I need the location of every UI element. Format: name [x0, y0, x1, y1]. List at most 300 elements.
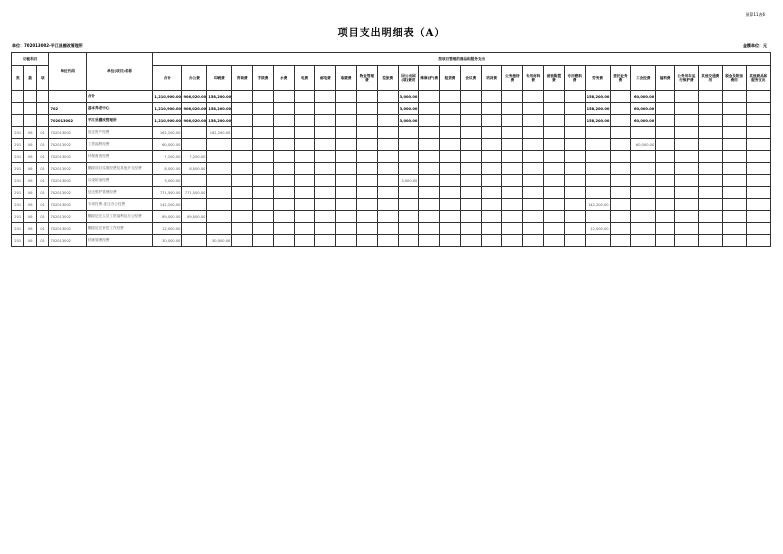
cell-value — [273, 127, 294, 139]
unit-label: 单位：702013002-平江县棚改管理所 — [12, 43, 83, 48]
cell-value — [481, 127, 502, 139]
cell-value: 906,020.00 — [182, 91, 207, 103]
cell-value — [610, 163, 631, 175]
cell-value — [207, 187, 232, 199]
cell-value — [502, 175, 523, 187]
header-col-10: 差旅费 — [377, 66, 398, 91]
cell-value — [336, 187, 357, 199]
cell-value — [207, 139, 232, 151]
cell-value — [564, 139, 585, 151]
cell-value — [481, 223, 502, 235]
cell-value — [294, 175, 315, 187]
cell-xiang: 01 — [36, 175, 49, 187]
cell-value — [631, 223, 656, 235]
cell-value — [631, 235, 656, 247]
cell-value — [273, 115, 294, 127]
cell-value — [544, 103, 565, 115]
header-col-13: 租赁费 — [440, 66, 461, 91]
cell-unit-name: 棚改项目实施经费及其他开支经费 — [86, 163, 153, 175]
cell-value — [419, 235, 440, 247]
cell-value — [182, 175, 207, 187]
header-group: 按项目管理的商品和服务支出 — [153, 53, 771, 66]
cell-value: 3,000.00 — [153, 175, 182, 187]
cell-value — [502, 91, 523, 103]
cell-value — [207, 211, 232, 223]
cell-value — [674, 223, 698, 235]
table-row — [12, 139, 771, 151]
cell-value — [746, 163, 770, 175]
cell-kuan: 06 — [24, 223, 36, 235]
cell-value — [398, 199, 419, 211]
cell-value — [746, 211, 770, 223]
cell-unit-name: 环保督查经费 — [86, 151, 153, 163]
cell-xiang — [36, 115, 49, 127]
cell-unit-code: 702013002 — [49, 163, 86, 175]
header-col-27: 其他商品和服务支出 — [746, 66, 770, 91]
cell-unit-name: 棚改征迁补偿工作经费 — [86, 223, 153, 235]
cell-value — [460, 163, 481, 175]
cell-unit-name: 合计 — [86, 91, 153, 103]
cell-value — [631, 175, 656, 187]
cell-value: 60,000.00 — [631, 139, 656, 151]
cell-value — [746, 91, 770, 103]
cell-value — [398, 151, 419, 163]
cell-value — [698, 127, 722, 139]
cell-value — [564, 103, 585, 115]
cell-value — [419, 187, 440, 199]
cell-value: 162,200.00 — [153, 127, 182, 139]
cell-value — [315, 223, 336, 235]
cell-value — [698, 151, 722, 163]
header-col-19: 专用燃料费 — [564, 66, 585, 91]
cell-value — [523, 163, 544, 175]
cell-value — [357, 103, 378, 115]
cell-value — [377, 211, 398, 223]
header-col-26: 税金及附加费用 — [722, 66, 746, 91]
cell-value — [585, 187, 610, 199]
cell-value — [523, 115, 544, 127]
cell-value — [698, 211, 722, 223]
cell-value — [357, 187, 378, 199]
cell-value — [746, 187, 770, 199]
cell-value — [656, 103, 675, 115]
cell-value — [315, 151, 336, 163]
cell-value — [253, 187, 274, 199]
cell-value — [544, 115, 565, 127]
cell-value — [377, 151, 398, 163]
table-row — [12, 127, 771, 139]
cell-value — [631, 163, 656, 175]
cell-unit-name: 征迁维护管理经费 — [86, 187, 153, 199]
cell-value — [377, 187, 398, 199]
cell-value — [336, 103, 357, 115]
cell-value — [419, 103, 440, 115]
cell-value — [722, 211, 746, 223]
table-row — [12, 151, 771, 163]
cell-value — [656, 211, 675, 223]
cell-value — [674, 163, 698, 175]
header-col-8: 取暖费 — [336, 66, 357, 91]
cell-value — [722, 223, 746, 235]
cell-value — [315, 103, 336, 115]
cell-value — [481, 175, 502, 187]
header-col-5: 水费 — [273, 66, 294, 91]
cell-value — [674, 187, 698, 199]
cell-value — [544, 235, 565, 247]
cell-value — [294, 103, 315, 115]
cell-value — [357, 139, 378, 151]
cell-value — [564, 187, 585, 199]
cell-value: 89,000.00 — [182, 211, 207, 223]
cell-value — [273, 199, 294, 211]
cell-kuan — [24, 91, 36, 103]
cell-xiang: 01 — [36, 163, 49, 175]
cell-value: 3,000.00 — [398, 175, 419, 187]
cell-value — [336, 127, 357, 139]
header-unit-name: 单位(项目)名称 — [86, 53, 153, 91]
cell-kuan: 06 — [24, 175, 36, 187]
cell-unit-name: 平江县棚改管理所 — [86, 115, 153, 127]
cell-value — [523, 139, 544, 151]
cell-value — [182, 199, 207, 211]
cell-value — [460, 211, 481, 223]
cell-value: 1,210,900.00 — [153, 103, 182, 115]
cell-value — [377, 139, 398, 151]
cell-value — [544, 187, 565, 199]
cell-value — [398, 127, 419, 139]
cell-value — [698, 235, 722, 247]
cell-value — [377, 223, 398, 235]
cell-value — [377, 115, 398, 127]
cell-value: 162,200.00 — [207, 127, 232, 139]
cell-value: 158,200.00 — [207, 91, 232, 103]
cell-value — [357, 235, 378, 247]
cell-value — [460, 223, 481, 235]
cell-value — [585, 163, 610, 175]
cell-value — [207, 199, 232, 211]
cell-value — [656, 187, 675, 199]
cell-value — [182, 127, 207, 139]
cell-unit-code: 702013002 — [49, 199, 86, 211]
cell-unit-name: 基本养老中心 — [86, 103, 153, 115]
cell-value: 60,000.00 — [631, 115, 656, 127]
table-row — [12, 211, 771, 223]
cell-value — [440, 235, 461, 247]
cell-lei — [12, 91, 24, 103]
cell-value — [656, 91, 675, 103]
cell-value: 7,200.00 — [182, 151, 207, 163]
cell-value — [232, 235, 253, 247]
cell-value — [440, 163, 461, 175]
cell-value — [294, 211, 315, 223]
cell-xiang: 01 — [36, 187, 49, 199]
cell-value — [357, 175, 378, 187]
table-row — [12, 187, 771, 199]
cell-value — [544, 163, 565, 175]
cell-value — [377, 175, 398, 187]
cell-value — [377, 235, 398, 247]
cell-value — [746, 127, 770, 139]
cell-value — [253, 91, 274, 103]
cell-value — [746, 115, 770, 127]
cell-value — [232, 115, 253, 127]
cell-value — [564, 235, 585, 247]
cell-value — [357, 199, 378, 211]
cell-value — [336, 223, 357, 235]
cell-value — [419, 115, 440, 127]
page-title: 项目支出明细表（A） — [337, 28, 446, 39]
cell-value — [294, 187, 315, 199]
cell-value — [481, 139, 502, 151]
cell-value — [585, 127, 610, 139]
cell-value — [674, 211, 698, 223]
cell-value — [564, 175, 585, 187]
cell-value — [336, 199, 357, 211]
cell-value — [273, 91, 294, 103]
cell-unit-name: 档案管理经费 — [86, 235, 153, 247]
cell-value — [253, 151, 274, 163]
cell-value — [182, 223, 207, 235]
cell-value — [631, 151, 656, 163]
cell-value — [610, 235, 631, 247]
cell-value — [656, 139, 675, 151]
cell-kuan: 06 — [24, 151, 36, 163]
cell-value — [481, 235, 502, 247]
cell-value — [746, 199, 770, 211]
cell-value — [544, 211, 565, 223]
cell-value — [544, 139, 565, 151]
expenditure-table — [11, 52, 771, 247]
cell-lei: 201 — [12, 151, 24, 163]
cell-value — [232, 175, 253, 187]
cell-kuan: 06 — [24, 235, 36, 247]
cell-value — [674, 91, 698, 103]
cell-lei: 201 — [12, 175, 24, 187]
cell-lei: 201 — [12, 235, 24, 247]
cell-value — [631, 187, 656, 199]
cell-value: 7,200.00 — [153, 151, 182, 163]
currency-unit-label: 金额单位：元 — [743, 43, 767, 48]
cell-value — [698, 175, 722, 187]
cell-value — [440, 91, 461, 103]
cell-value — [722, 151, 746, 163]
cell-value — [746, 139, 770, 151]
cell-value — [294, 139, 315, 151]
cell-lei: 201 — [12, 187, 24, 199]
cell-value — [610, 187, 631, 199]
cell-value: 158,200.00 — [585, 91, 610, 103]
cell-value — [674, 175, 698, 187]
cell-value — [502, 199, 523, 211]
cell-value — [722, 127, 746, 139]
header-col-24: 公务用车运行维护费 — [674, 66, 698, 91]
cell-value — [357, 91, 378, 103]
cell-value — [253, 163, 274, 175]
cell-value: 8,000.00 — [153, 163, 182, 175]
cell-value — [336, 91, 357, 103]
cell-value — [460, 199, 481, 211]
cell-value — [564, 223, 585, 235]
cell-value — [544, 175, 565, 187]
cell-value — [502, 223, 523, 235]
cell-value — [502, 151, 523, 163]
header-lei: 类 — [12, 66, 24, 91]
cell-value — [698, 223, 722, 235]
cell-xiang: 01 — [36, 211, 49, 223]
cell-value — [336, 175, 357, 187]
cell-value: 30,000.00 — [207, 235, 232, 247]
cell-value — [207, 151, 232, 163]
cell-value — [419, 127, 440, 139]
table-row — [12, 115, 771, 127]
cell-value: 12,000.00 — [153, 223, 182, 235]
cell-value — [460, 91, 481, 103]
cell-value: 906,020.00 — [182, 115, 207, 127]
cell-value — [460, 187, 481, 199]
cell-kuan: 06 — [24, 139, 36, 151]
cell-value — [722, 163, 746, 175]
header-col-25: 其他交通费用 — [698, 66, 722, 91]
cell-value — [182, 235, 207, 247]
cell-value — [398, 211, 419, 223]
cell-value — [440, 187, 461, 199]
cell-value — [294, 223, 315, 235]
cell-xiang: 01 — [36, 235, 49, 247]
cell-value — [315, 127, 336, 139]
cell-value — [460, 115, 481, 127]
cell-value — [273, 151, 294, 163]
cell-value — [294, 115, 315, 127]
cell-xiang — [36, 103, 49, 115]
cell-unit-code: 702013002 — [49, 127, 86, 139]
cell-value — [746, 175, 770, 187]
header-col-23: 福利费 — [656, 66, 675, 91]
cell-value — [440, 211, 461, 223]
cell-value — [336, 235, 357, 247]
table-body — [12, 91, 771, 247]
cell-value — [481, 187, 502, 199]
cell-value — [674, 127, 698, 139]
cell-value — [523, 127, 544, 139]
cell-value: 158,200.00 — [585, 103, 610, 115]
cell-unit-name: 棚改征迁人员工资福利及办公经费 — [86, 211, 153, 223]
cell-value — [398, 223, 419, 235]
cell-value — [357, 151, 378, 163]
cell-value — [523, 211, 544, 223]
cell-value — [294, 235, 315, 247]
cell-kuan: 06 — [24, 211, 36, 223]
cell-value — [544, 199, 565, 211]
cell-value — [564, 115, 585, 127]
cell-value — [273, 139, 294, 151]
cell-value — [610, 127, 631, 139]
cell-value — [315, 91, 336, 103]
cell-lei: 201 — [12, 199, 24, 211]
cell-value: 142,200.00 — [585, 199, 610, 211]
cell-value — [336, 115, 357, 127]
cell-value: 3,000.00 — [398, 103, 419, 115]
header-col-7: 邮电费 — [315, 66, 336, 91]
header-col-18: 被装购置费 — [544, 66, 565, 91]
cell-value — [585, 151, 610, 163]
cell-value — [253, 139, 274, 151]
cell-value — [656, 199, 675, 211]
cell-unit-name: 专项经费-征迁办公经费 — [86, 199, 153, 211]
cell-value — [294, 163, 315, 175]
cell-xiang: 01 — [36, 139, 49, 151]
cell-value — [656, 223, 675, 235]
header-col-2: 印刷费 — [207, 66, 232, 91]
cell-value: 60,000.00 — [153, 139, 182, 151]
cell-value — [232, 91, 253, 103]
cell-value — [357, 223, 378, 235]
cell-value — [419, 211, 440, 223]
cell-unit-code: 702013002 — [49, 151, 86, 163]
table-row — [12, 199, 771, 211]
cell-value — [610, 175, 631, 187]
cell-value — [523, 151, 544, 163]
cell-value — [610, 211, 631, 223]
cell-value — [656, 163, 675, 175]
header-col-3: 咨询费 — [232, 66, 253, 91]
cell-value: 60,000.00 — [631, 103, 656, 115]
header-col-14: 会议费 — [460, 66, 481, 91]
header-col-1: 办公费 — [182, 66, 207, 91]
cell-value: 142,200.00 — [153, 199, 182, 211]
cell-value — [377, 163, 398, 175]
table-row — [12, 163, 771, 175]
cell-value — [481, 199, 502, 211]
cell-value — [698, 115, 722, 127]
cell-xiang: 01 — [36, 127, 49, 139]
cell-value — [698, 91, 722, 103]
cell-value — [440, 127, 461, 139]
cell-value: 3,000.00 — [398, 115, 419, 127]
cell-value — [357, 115, 378, 127]
cell-value — [523, 235, 544, 247]
cell-value: 771,500.00 — [182, 187, 207, 199]
cell-kuan: 06 — [24, 199, 36, 211]
cell-value — [722, 115, 746, 127]
cell-unit-code: 702013002 — [49, 187, 86, 199]
cell-unit-code: 702013002 — [49, 235, 86, 247]
cell-kuan: 06 — [24, 127, 36, 139]
cell-value — [460, 127, 481, 139]
cell-lei: 201 — [12, 211, 24, 223]
cell-value — [253, 115, 274, 127]
cell-value — [419, 175, 440, 187]
table-number-label: 预算11表6 — [745, 12, 765, 17]
cell-value — [232, 139, 253, 151]
header-col-6: 电费 — [294, 66, 315, 91]
cell-value — [722, 199, 746, 211]
cell-value — [419, 223, 440, 235]
cell-value — [610, 139, 631, 151]
cell-value — [502, 115, 523, 127]
cell-value — [656, 175, 675, 187]
cell-value — [722, 91, 746, 103]
cell-value — [440, 103, 461, 115]
cell-value — [315, 163, 336, 175]
cell-value — [610, 151, 631, 163]
cell-value — [315, 211, 336, 223]
cell-value — [294, 91, 315, 103]
cell-value — [253, 103, 274, 115]
cell-value — [315, 235, 336, 247]
cell-value — [610, 199, 631, 211]
cell-value — [232, 199, 253, 211]
cell-value — [746, 151, 770, 163]
